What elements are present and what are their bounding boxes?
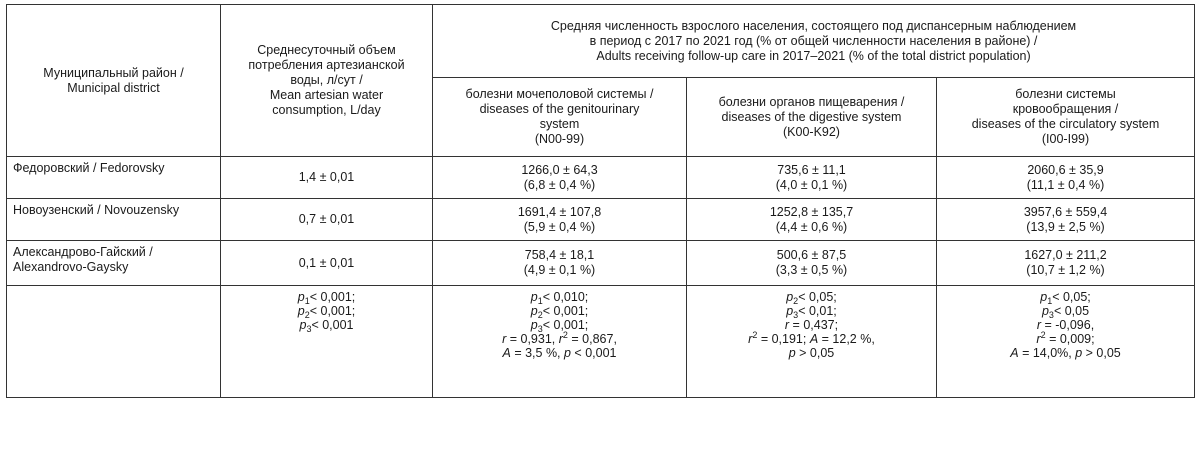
cell-genitourinary: 1691,4 ± 107,8 (5,9 ± 0,4 %) [433, 199, 687, 241]
cell-circulatory: 3957,6 ± 559,4 (13,9 ± 2,5 %) [937, 199, 1195, 241]
stat-r: = 0,931, [506, 332, 559, 346]
stat-line: p > 0,05 [788, 346, 835, 360]
cell-water: 0,7 ± 0,01 [221, 199, 433, 241]
header-row-1 [7, 5, 1195, 78]
stat-p3: < 0,001; [542, 318, 589, 332]
header-water-consumption: Среднесуточный объем потребления артезианской воды, л/сут / Mean artesian water consumption, L/day [221, 5, 433, 157]
stat-r2: = 0,191; [757, 332, 810, 346]
table-container [6, 4, 1195, 398]
stat-line: r = -0,096, [1036, 318, 1095, 332]
stat-a: = 3,5 %, [510, 346, 564, 360]
stat-r: = 0,437; [789, 318, 839, 332]
stat-line: $p_3< 0,001$; [530, 318, 589, 334]
cell-digestive: 735,6 ± 11,1 (4,0 ± 0,1 %) [687, 157, 937, 199]
cell-district: Александрово-Гайский / Alexandrovo-Gaysky [7, 241, 221, 286]
cell-district: Новоузенский / Novouzensky [7, 199, 221, 241]
stat-line: $p_2< 0,001$; [530, 304, 589, 320]
stat-p3: < 0,001 [311, 318, 354, 332]
cell-circulatory: 1627,0 ± 211,2 (10,7 ± 1,2 %) [937, 241, 1195, 286]
stat-line: $p_3< 0,001$ [299, 318, 354, 334]
stat-p3: < 0,05 [1053, 304, 1090, 318]
header-digestive: болезни органов пищеварения / diseases of the digestive system (K00-K92) [687, 78, 937, 157]
stat-a: = 14,0%, [1018, 346, 1076, 360]
cell-stats-digestive [687, 286, 937, 398]
cell-water: 1,4 ± 0,01 [221, 157, 433, 199]
cell-digestive: 500,6 ± 87,5 (3,3 ± 0,5 %) [687, 241, 937, 286]
stat-p1: < 0,010; [542, 290, 589, 304]
stat-p1: < 0,05; [1052, 290, 1091, 304]
cell-stats-circulatory [937, 286, 1195, 398]
stat-a: = 12,2 %, [818, 332, 875, 346]
stat-r2: = 0,867, [567, 332, 617, 346]
stat-p1: < 0,001; [309, 290, 356, 304]
stat-p3: < 0,01; [798, 304, 837, 318]
table-row [7, 199, 1195, 241]
stat-line: $p_1< 0,05$; [1040, 290, 1091, 306]
header-district: Муниципальный район / Municipal district [7, 5, 221, 157]
stat-p: > 0,05 [1082, 346, 1121, 360]
cell-stats-empty [7, 286, 221, 398]
stat-line: A = 14,0%, p > 0,05 [1010, 346, 1121, 360]
stat-p2: < 0,001; [309, 304, 356, 318]
header-follow-up-group: Средняя численность взрослого населения, состоящего под диспансерным наблюдением в период с 2017 по 2021 год (% от общей численности населения в районе) / Adults receiving follow-up care in 2017–2021 (% of the total district population) [433, 5, 1195, 78]
stat-line: $p_2< 0,001$; [297, 304, 356, 320]
stat-line: $r^2 = 0,009$; [1036, 330, 1095, 346]
cell-circulatory: 2060,6 ± 35,9 (11,1 ± 0,4 %) [937, 157, 1195, 199]
stat-p: > 0,05 [795, 346, 835, 360]
stat-line: $p_1< 0,010$; [530, 290, 589, 306]
stat-line: $p_2< 0,05$; [786, 290, 837, 306]
header-genitourinary: болезни мочеполовой системы / diseases of the genitourinary system (N00-99) [433, 78, 687, 157]
cell-genitourinary: 758,4 ± 18,1 (4,9 ± 0,1 %) [433, 241, 687, 286]
stat-line: $r^2 = 0,191$; A = 12,2 %, [748, 330, 875, 346]
stat-line: $p_3< 0,01$; [786, 304, 837, 320]
table-row [7, 241, 1195, 286]
cell-stats-water [221, 286, 433, 398]
data-table [6, 4, 1195, 398]
cell-water: 0,1 ± 0,01 [221, 241, 433, 286]
stat-p2: < 0,001; [542, 304, 589, 318]
stat-r: = -0,096, [1041, 318, 1095, 332]
cell-stats-genitourinary [433, 286, 687, 398]
table-row [7, 157, 1195, 199]
cell-genitourinary: 1266,0 ± 64,3 (6,8 ± 0,4 %) [433, 157, 687, 199]
header-circulatory: болезни системы кровообращения / diseases of the circulatory system (I00-I99) [937, 78, 1195, 157]
stat-line: r = 0,931, $r^2 = 0,867$, [502, 330, 617, 346]
stats-row [7, 286, 1195, 398]
stat-line: $p_3< 0,05$ [1041, 304, 1090, 320]
stat-p: < 0,001 [570, 346, 617, 360]
cell-district: Федоровский / Fedorovsky [7, 157, 221, 199]
stat-line: r = 0,437; [784, 318, 839, 332]
stat-line: $p_1< 0,001$; [297, 290, 356, 306]
stat-p2: < 0,05; [798, 290, 837, 304]
stat-line: A = 3,5 %, p < 0,001 [502, 346, 617, 360]
stat-r2: = 0,009; [1045, 332, 1095, 346]
cell-digestive: 1252,8 ± 135,7 (4,4 ± 0,6 %) [687, 199, 937, 241]
